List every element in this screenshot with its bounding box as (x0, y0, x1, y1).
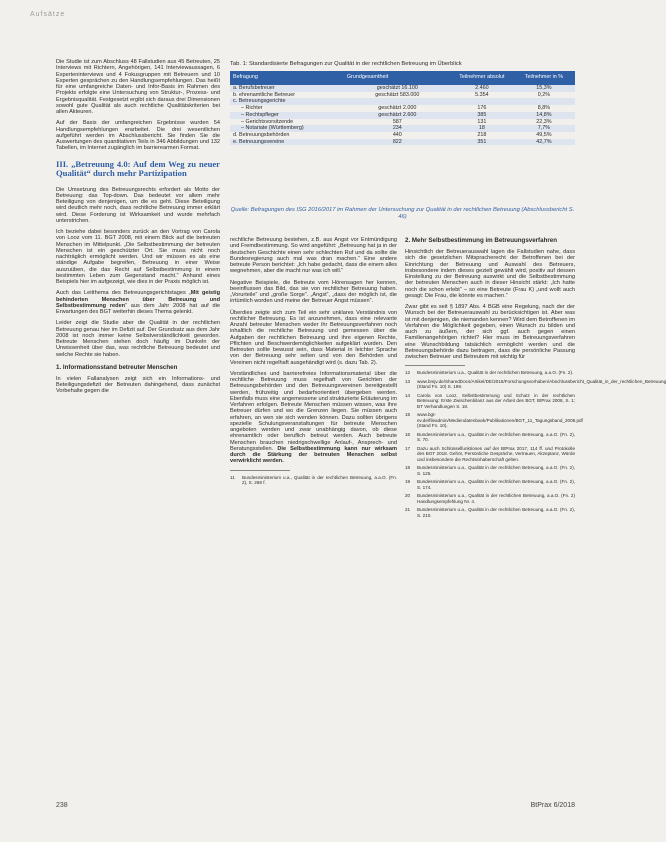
paragraph: Auf der Basis der umfangreichen Ergebnisse wurden 54 Handlungsempfehlungen erarbeitet. Die drei wesentlichen aufgeführt werden im Abschlussbericht. Sie finden Sie die Auswertungen des quantitativen Teils in 346 Abbildungen und 132 Tabellen, im Internet zugänglich im barrierearmen Format. (56, 120, 220, 152)
survey-table-block (230, 61, 575, 145)
table-cell: 351 (451, 139, 513, 146)
table-row (230, 98, 575, 105)
footnote (405, 446, 575, 463)
table-row (230, 92, 575, 99)
footnote (405, 370, 575, 376)
footnote (405, 465, 575, 476)
footnote-number: 20 (405, 493, 411, 499)
paragraph: Überdies zeigte sich zum Teil ein sehr unklares Verständnis von rechtlicher Betreuung. Es ist anzunehmen, dass eine relevante Anzahl betreuter Menschen weder ihr Betreuungsverfahren noch inhaltlich die rechtliche Betreuung und gemessen über die Aufgaben der rechtlichen Betreuung und ihre eigenen Rechte, Pflichten und Beschwerdemöglichkeiten aufgeklärt wurden. Den Betreuten sollte bewusst sein, dass Material in leichter Sprache von der Betreuung sehr selten und von den Behörden und Vereinen nicht regelhaft ausgehändigt wird (s. dazu Tab. 2). (230, 309, 397, 366)
table-cell: 218 (477, 131, 487, 138)
footnote-rule (230, 470, 290, 471)
paragraph: Die Studie ist zum Abschluss 48 Fallstudien aus 45 Betreuten, 25 Interviews mit Richtern, Angehörigen, 141 Interviewaussagen, 6 Experteninterviews und 4 Fokusgruppen mit Betreuern und 10 Experten gesprächen zu den Handlungsempfehlungen. Das heißt für eine umfangreiche Daten- und Infor-Basis im Rahmen des Projekts erfolgte eine Untersuchung von Struktur-, Prozess- und Ergebnisqualität. Festgesetzt ergibt sich daraus drei Dimensionen sowohl gute Qualität als auch rechtliche Qualitätskriterien bei allen Akteuren. (56, 59, 220, 115)
paragraph (56, 290, 220, 315)
table-header: Teilnehmer in % (513, 71, 575, 85)
table-cell: 7,7% (513, 125, 575, 132)
table-cell: – Gerichtsvorsitzende (241, 118, 294, 125)
subsection-heading: 2. Mehr Selbstbestimmung im Betreuungsverfahren (405, 237, 557, 244)
footnote-text: Bundesministerium u.a., Qualität in der rechtlichen Betreuung, a.a.O. (Fn. 2), S. 125. (417, 465, 575, 476)
footnote-text: www.bgt-ev.de/fileadmin/Mediendatenbank/Publikationen/BGT_11_Tagungsband_2008.pdf (Stand Fn. 10). (417, 412, 583, 429)
footnote-text: Bundesministerium u.a., Qualität in der rechtlichen Betreuung, a.a.O. (Fn. 2) Handlungsempfehlung Nr. 4. (417, 493, 575, 504)
bold-quote: Mit geistig behinderten Menschen über Betreuung und Selbstbestimmung reden (56, 290, 220, 309)
footnote-text: Bundesministerium u.a., Qualität in der rechtlichen Betreuung, a.a.O. (Fn. 2), S. 210. (417, 507, 575, 518)
table-cell: b. ehrenamtliche Betreuer (233, 91, 296, 98)
footnote-number: 15 (405, 412, 411, 418)
paragraph: Hinsichtlich der Betreuerauswahl lagen die Fallstudien nahe, dass sich die gesetzlichen Mitspracherecht der Betroffenen bei der Einrichtung der Betreuung und Auswahl des Betreuers, insbesondere indem dieses gezielt gewählt wird, positiv auf dessen Einstellung zu der Betreuung auswirkt und die Selbstbestimmung der betreuten Menschen auch in dieser Hinsicht stärkt: „Ich hatte noch die schon erlebt“ – so eine Betreute (Frau K) „und wollt auch gesagt: Die Frau, die könnte es machen.“ (405, 249, 575, 299)
footnote (405, 378, 666, 390)
table-cell: 176 (477, 105, 487, 112)
text-run: Verständliches und barrierefreies Informationsmaterial über die rechtliche Betreuung muss regelhaft von Gerichten der Betreuungsbehörden und den Betreuungsvereinen bereitgestellt werden, frühzeitig und bedarfsorientiert übergeben werden. Ebenfalls muss eine angemessene und strukturierte Erläuterung im Verfahren erfolgen. Betreute Menschen müssen wissen, was ihre Betreuer dürfen und wo die Grenzen liegen. Sie müssen auch erfahren, an wen sie sich wenden können. Dazu sollten übrigens spezielle Schulungsveranstaltungen für betreute Menschen angeboten werden und zwar unabhängig davon, ob diese ehrenamtlich oder beruflich betreut werden. Auch betreute Menschen brauchen niedrigschwellige Anlauf-, Ansprech- und Beratungsstellen. (230, 370, 397, 452)
table-cell: geschätzt 2.600 (344, 112, 451, 119)
table-cell: 587 (392, 118, 402, 125)
paragraph: Negative Beispiele, die Betreute vom Hörensagen her kennen, beeinflussen das Bild, das sie von rechtlicher Betreuung haben. „Vorurteile“ und „große Sorge“. „Angst“, „dass der möglich ist, die irrtümlich worden und meine der Betreuer Angst müssen“. (230, 279, 397, 305)
footnote-number: 13 (405, 378, 411, 384)
table-header-row (230, 71, 575, 85)
table-cell: 0,2% (537, 91, 551, 98)
table-cell: 42,7% (513, 139, 575, 146)
table-header: Grundgesamtheit (344, 71, 451, 85)
footnote-text: Bundesministerium u.a., Qualität in der rechtlichen Betreuung, a.a.O. (Fn. 2), S. 70. (417, 431, 575, 443)
table-cell: 385 (451, 112, 513, 119)
running-head: Aufsätze (30, 11, 66, 18)
table-cell: 15,3% (513, 85, 575, 92)
table-row (230, 132, 575, 139)
paragraph: Die Umsetzung des Betreuungsrechts erfordert als Motto der Betreuung: das Top-down. Das bedeutet vor allem mehr Beteiligung von denjenigen, um die es geht. Diese Beteiligung wird deutlich mehr noch, dass rechtliche Betreuung immer erklärt wird. Diese Forderung ist Wirksamkeit und wurde mehrfach unterstrichen. (56, 186, 220, 224)
footnote-text: Dazu auch Schlüsselfunktionen auf der BtPrax 2017, 114 ff. und Protokolle des BGT 2018. Gehör, Persönliche Gespräche, Vertrauen, Akzeptanz, Würde und insbesondere die Rechtsinhaberschaft gelten. (417, 445, 575, 462)
paragraph: In vielen Fallanalysen zeigt sich ein Informations- und Beteiligungsdefizit der Betreuten dahingehend, dass zunächst Vorbehalte gegen die (56, 375, 220, 395)
footnote-text: Bundesministerium u.a., Qualität in der rechtlichen Betreuung, a.a.O. (Fn. 2). (417, 370, 574, 376)
footnote (405, 507, 575, 518)
text-run: “ aus dem Jahr 2008 hat auf die Erwartungen des BGT weiterhin dieses Thema gelenkt. (56, 302, 220, 315)
table-header: Befragung (230, 71, 344, 85)
table-cell: 49,5% (536, 131, 552, 138)
table-cell: 234 (344, 125, 451, 132)
table-header: Teilnehmer absolut (451, 71, 513, 85)
footnote-number: 17 (405, 445, 411, 451)
table-caption: Tab. 1: Standardisierte Befragungen zur Qualität in der rechtlichen Betreuung im Überblick (230, 61, 462, 67)
footnote-rule (405, 365, 465, 366)
table-cell: 440 (392, 131, 402, 138)
page-number: 238 (56, 802, 68, 809)
table-cell: e. Betreuungsvereine (230, 139, 344, 146)
table-body (230, 85, 575, 145)
footnote (230, 475, 397, 486)
table-cell: 2.460 (451, 85, 513, 92)
table-cell: – Richter (241, 105, 263, 112)
footnote-number: 11 (230, 474, 235, 480)
survey-table (230, 71, 575, 145)
table-source: Quelle: Befragungen des ISG 2016/2017 im Rahmen der Untersuchung zur Qualität in der rechtlichen Betreuung (Abschlussbericht S. 46) (230, 207, 575, 220)
table-cell (344, 98, 451, 105)
table-cell: – Rechtspfleger (230, 112, 344, 119)
table-cell: c. Betreuungsgerichte (230, 98, 344, 105)
footnote-number: 16 (405, 431, 411, 437)
right-column (405, 237, 666, 521)
paragraph: Ich beziehe dabei besonders zurück an den Vortrag von Carola von Looz vom 11. BGT 2008, mit einem Blick auf die betreuten Menschen im Mittelpunkt. „Die Selbstbestimmung der betreuten Menschen ist ein geschützter Ort. Sie muss nicht noch nachträglich ermöglicht werden. Und wir müssen es als eine ständige Aufgabe begreifen, Betreuung in einer Weise auszuüben, die das Recht auf Selbstbestimmung in einem bestimmten Leben zum Gegenstand macht.“ Anhand eines Beispiels hier im aufgezeigt, wie dies in der Praxis möglich ist. (56, 229, 220, 285)
paragraph: Zwar gibt es seit § 1897 Abs. 4 BGB eine Regelung, nach der der Wunsch bei der Betreuerauswahl zu berücksichtigen ist. Aber was ist mit denjenigen, die niemanden kennen? Wird dem Betroffenen im Verfahren die Möglichkeit gegeben, einen Wunsch zu bilden und auch zu äußern, der sich ggf. auch gegen einen Familienangehörigen richtet? Hier muss im Betreuungsverfahren eine Wunschbildung tatsächlich ermöglicht werden und die Betreuungsbehörde dazu beitragen, dass die persönliche Passung zwischen Betreuer und Betreutem mit wichtig für (405, 304, 575, 360)
subsection-heading: 1. Informationsstand betreuter Menschen (56, 363, 178, 371)
table-cell: 5.354 (475, 91, 489, 98)
table-cell: 822 (344, 139, 451, 146)
table-cell (451, 98, 513, 105)
table-row (230, 119, 575, 126)
table-cell (513, 98, 575, 105)
section-heading: III. „Betreuung 4.0: Auf dem Weg zu neuer Qualität“ durch mehr Partizipation (56, 158, 220, 178)
table-cell: 8,8% (537, 105, 551, 112)
table-cell: 131 (477, 118, 487, 125)
paragraph: Leider zeigt die Studie aber die Qualität in der rechtlichen Betreuung genau hier im Defizit auf. Der Grundsatz aus dem Jahr 2008 ist noch immer keine Selbstverständlichkeit geworden. Betreute Menschen stehen doch häufig im Dunkeln der Unwissenheit über das, was rechtliche Betreuung bedeutet und welche Rechte sie haben. (56, 320, 220, 358)
table-cell: 14,8% (513, 112, 575, 119)
footnote-number: 14 (405, 392, 411, 398)
footnote (405, 393, 575, 410)
left-column (56, 59, 220, 400)
table-cell: geschätzt 2.000 (378, 105, 417, 112)
table-cell: 18 (451, 125, 513, 132)
footnote-text: Carola von Looz, Selbstbestimmung und Schutz in der rechtlichen Betreuung: Erste Zwischenbilanz aus der Arbeit des BGT, BtPrax 2008, S. 1; BT Verhandlungen S. 18. (417, 392, 575, 409)
footnote-text: Bundesministerium u.a., Qualität in der rechtlichen Betreuung, a.a.O. (Fn. 2), S. 174. (417, 479, 575, 490)
footnote (405, 493, 575, 504)
text-run: Auch das Leitthema des Betreuungsgerichtstages „ (56, 290, 191, 297)
footnote (405, 432, 575, 443)
table-cell: d. Betreuungsbehörden (233, 131, 290, 138)
table-row (230, 139, 575, 146)
footnote-text: www.bmjv.de/SharedDocs/Artikel/DE/2018/Forschungsvorhaben/Abschlussbericht_Qualität_in_der_rechtlichen_Betreuung (Stand Fn. 10) S. 199. (417, 378, 666, 390)
bold-text: Die Selbstbestimmung kann nur wirksam durch die Stärkung der betreuten Menschen selbst verwirklicht werden. (230, 445, 397, 465)
middle-column (230, 237, 397, 489)
footnote-text: Bundesministerium u.a., Qualität in der rechtlichen Betreuung, a.a.O. (Fn. 2), S. 268 f. (242, 474, 397, 485)
footnote-number: 18 (405, 465, 411, 471)
paragraph (230, 371, 397, 465)
table-row (230, 105, 575, 112)
table-cell: geschätzt 583.000 (375, 91, 420, 98)
table-cell: a. Berufsbetreuer (230, 85, 344, 92)
table-cell: geschätzt 16.100 (344, 85, 451, 92)
footnote (405, 479, 575, 490)
paragraph: rechtliche Betreuung bestehen, z.B. aus Angst vor Entmündigung und Fremdbestimmung. So wird angeführt: „Betreuung hat ja in der deutschen Geschichte einen sehr schlechten Ruf und da sollte die Bundesregierung auch mal was dran machen.“ Eine andere betreute Person berichtet: „Ich habe gedacht, dass die einem alles wegnehmen, aber die macht nur was ich will.“ (230, 237, 397, 275)
table-row (230, 85, 575, 92)
table-cell: – Notariate (Württemberg) (230, 125, 344, 132)
table-row (230, 125, 575, 132)
table-cell: 22,3% (536, 118, 552, 125)
footnote (405, 412, 583, 429)
table-row (230, 112, 575, 119)
footnote-number: 19 (405, 479, 411, 485)
footnote-number: 12 (405, 370, 411, 376)
footnote-number: 21 (405, 507, 411, 513)
footnote-list (405, 370, 666, 518)
journal-issue: BtPrax 6/2018 (530, 802, 575, 809)
